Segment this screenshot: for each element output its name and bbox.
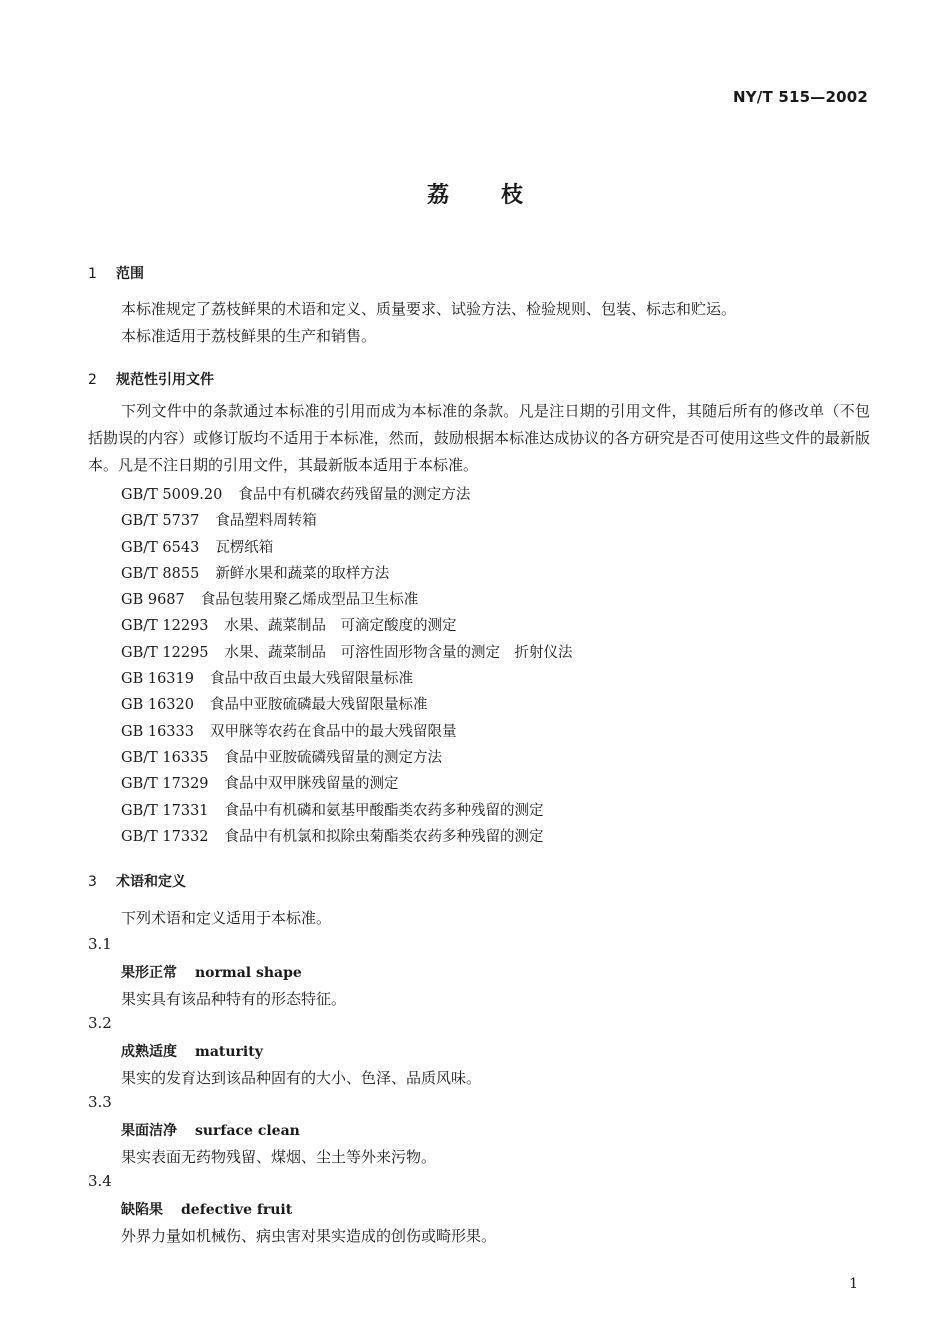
reference-title: 食品中有机磷农药残留量的测定方法	[238, 487, 471, 503]
reference-code: GB/T 5737	[121, 513, 200, 530]
reference-title: 食品中敌百虫最大残留限量标准	[209, 671, 413, 688]
reference-code: GB/T 6543	[121, 539, 200, 556]
reference-item	[121, 640, 573, 666]
reference-code: GB/T 17332	[121, 828, 209, 845]
section-2-heading	[88, 369, 214, 389]
reference-item	[121, 535, 573, 561]
section-1-paragraph: 本标准规定了荔枝鲜果的术语和定义、质量要求、试验方法、检验规则、包装、标志和贮运。	[121, 300, 737, 318]
term-name-en: defective fruit	[181, 1202, 293, 1218]
term-definition: 果实具有该品种特有的形态特征。	[121, 990, 347, 1008]
section-1-paragraph: 本标准适用于荔枝鲜果的生产和销售。	[121, 327, 377, 345]
section-1-number: 1	[88, 266, 97, 282]
reference-title: 水果、蔬菜制品 可滴定酸度的测定	[224, 618, 457, 635]
reference-list	[121, 482, 573, 850]
reference-item	[121, 824, 573, 850]
reference-item	[121, 508, 573, 534]
term-number: 3.2	[88, 1014, 112, 1032]
term-number: 3.3	[88, 1093, 112, 1111]
reference-item	[121, 798, 573, 824]
reference-item	[121, 692, 573, 718]
term-number: 3.1	[88, 935, 112, 953]
reference-title: 食品塑料周转箱	[215, 513, 317, 530]
document-number: NY/T 515—2002	[732, 88, 868, 106]
term-name	[121, 1199, 292, 1219]
reference-item	[121, 719, 573, 745]
reference-item	[121, 561, 573, 587]
term-name-en: normal shape	[195, 965, 302, 981]
section-3-title: 术语和定义	[116, 874, 186, 890]
reference-code: GB/T 17329	[121, 776, 209, 793]
reference-title: 水果、蔬菜制品 可溶性固形物含量的测定 折射仪法	[224, 644, 573, 661]
reference-title: 瓦楞纸箱	[215, 539, 274, 556]
term-name	[121, 1120, 300, 1140]
reference-code: GB 9687	[121, 592, 185, 609]
reference-item	[121, 613, 573, 639]
reference-code: GB/T 17331	[121, 802, 209, 819]
section-3-intro: 下列术语和定义适用于本标准。	[121, 909, 332, 927]
reference-code: GB 16320	[121, 697, 194, 714]
reference-title: 食品包装用聚乙烯成型品卫生标准	[200, 592, 419, 609]
reference-title: 双甲脒等农药在食品中的最大残留限量	[209, 723, 457, 740]
reference-title: 新鲜水果和蔬菜的取样方法	[215, 565, 390, 582]
reference-code: GB/T 12295	[121, 644, 209, 661]
section-2-number: 2	[88, 372, 97, 388]
term-definition: 果实表面无药物残留、煤烟、尘土等外来污物。	[121, 1148, 437, 1166]
section-2-intro: 下列文件中的条款通过本标准的引用而成为本标准的条款。凡是注日期的引用文件，其随后所有的修改单（不包括勘误的内容）或修订版均不适用于本标准，然而，鼓励根据本标准达成协议的各方研究是否可使用这些文件的最新版本。凡是不注日期的引用文件，其最新版本适用于本标准。	[88, 402, 870, 474]
term-name	[121, 1041, 263, 1061]
section-2-title: 规范性引用文件	[116, 372, 214, 388]
term-name-cn: 缺陷果	[121, 1202, 163, 1218]
section-3-heading	[88, 871, 186, 891]
reference-title: 食品中双甲脒残留量的测定	[224, 776, 399, 793]
term-name	[121, 962, 302, 982]
section-1-heading	[88, 263, 144, 283]
reference-code: GB 16333	[121, 723, 194, 740]
term-name-en: surface clean	[195, 1123, 300, 1139]
reference-code: GB/T 8855	[121, 565, 200, 582]
term-name-cn: 成熟适度	[121, 1044, 177, 1060]
reference-code: GB/T 16335	[121, 749, 209, 766]
section-3-number: 3	[88, 874, 97, 890]
section-1-title: 范围	[116, 266, 144, 282]
reference-code: GB/T 5009.20	[121, 487, 223, 503]
reference-title: 食品中有机磷和氨基甲酸酯类农药多种残留的测定	[224, 802, 544, 819]
reference-title: 食品中有机氯和拟除虫菊酯类农药多种残留的测定	[224, 828, 544, 845]
term-definition: 外界力量如机械伤、病虫害对果实造成的创伤或畸形果。	[121, 1227, 497, 1245]
reference-code: GB 16319	[121, 671, 194, 688]
reference-code: GB/T 12293	[121, 618, 209, 635]
term-definition: 果实的发育达到该品种固有的大小、色泽、品质风味。	[121, 1069, 482, 1087]
reference-item	[121, 482, 573, 508]
reference-item	[121, 666, 573, 692]
reference-item	[121, 771, 573, 797]
reference-item	[121, 745, 573, 771]
term-name-cn: 果形正常	[121, 965, 177, 981]
term-name-en: maturity	[195, 1044, 263, 1060]
page-title: 荔枝	[426, 183, 575, 208]
reference-item	[121, 587, 573, 613]
page-number: 1	[849, 1276, 858, 1292]
reference-title: 食品中亚胺硫磷残留量的测定方法	[224, 749, 443, 766]
reference-title: 食品中亚胺硫磷最大残留限量标准	[209, 697, 428, 714]
term-number: 3.4	[88, 1172, 112, 1190]
term-name-cn: 果面洁净	[121, 1123, 177, 1139]
